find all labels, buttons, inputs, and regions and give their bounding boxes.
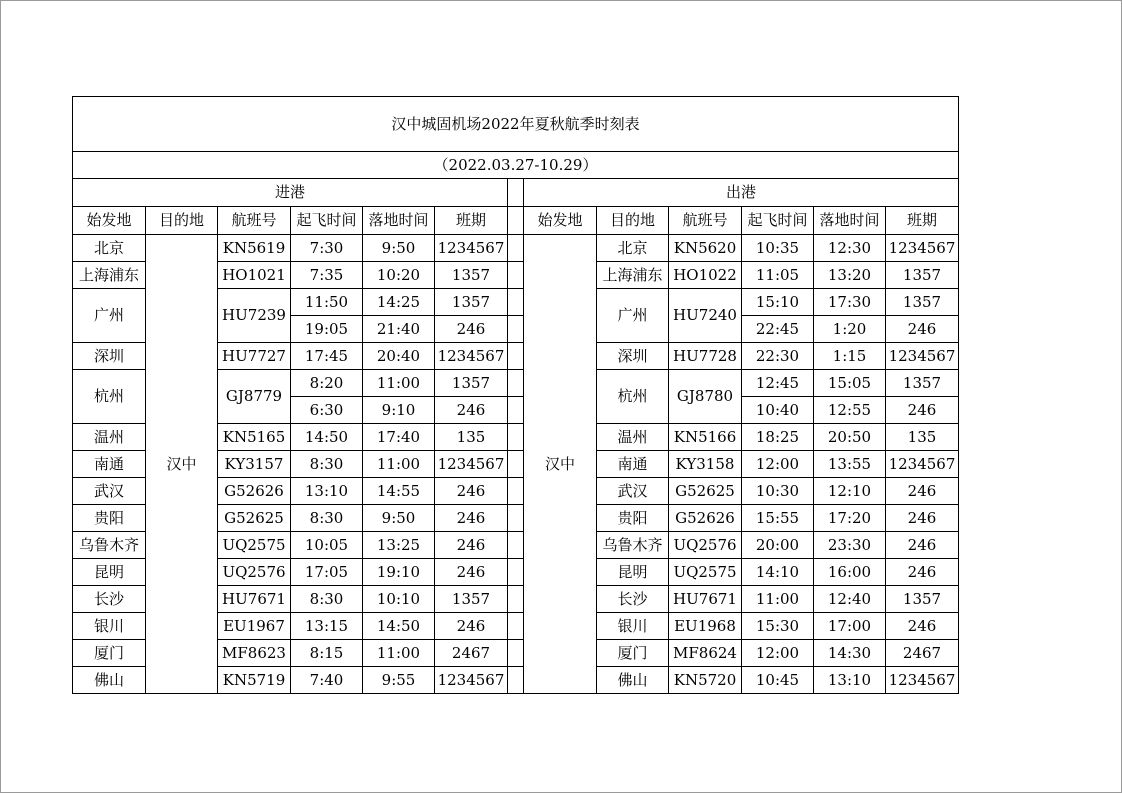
arrival-landing-time: 17:40 <box>363 424 435 451</box>
arrival-origin-city: 杭州 <box>73 370 146 424</box>
departure-landing-time: 23:30 <box>814 532 886 559</box>
departure-flight-number: UQ2575 <box>669 559 742 586</box>
arrival-landing-time: 21:40 <box>363 316 435 343</box>
arrival-col-days: 班期 <box>435 207 508 235</box>
departure-departure-time: 22:30 <box>742 343 814 370</box>
arrival-col-flight: 航班号 <box>218 207 291 235</box>
arrival-departure-time: 7:35 <box>291 262 363 289</box>
section-divider <box>508 451 524 478</box>
departure-col-arr-time: 落地时间 <box>814 207 886 235</box>
section-divider <box>508 316 524 343</box>
departure-destination-city: 深圳 <box>597 343 669 370</box>
departure-departure-time: 12:00 <box>742 640 814 667</box>
departure-landing-time: 15:05 <box>814 370 886 397</box>
departure-destination-city: 银川 <box>597 613 669 640</box>
departure-flight-number: KN5166 <box>669 424 742 451</box>
departure-schedule-days: 135 <box>886 424 959 451</box>
schedule-table <box>72 96 959 694</box>
arrival-departure-time: 7:30 <box>291 235 363 262</box>
arrival-landing-time: 14:55 <box>363 478 435 505</box>
section-divider <box>508 343 524 370</box>
arrival-departure-time: 19:05 <box>291 316 363 343</box>
arrival-col-destination: 目的地 <box>146 207 218 235</box>
departure-destination-city: 南通 <box>597 451 669 478</box>
arrival-schedule-days: 135 <box>435 424 508 451</box>
arrival-schedule-days: 246 <box>435 478 508 505</box>
departure-flight-number: KY3158 <box>669 451 742 478</box>
arrival-departure-time: 10:05 <box>291 532 363 559</box>
departure-col-flight: 航班号 <box>669 207 742 235</box>
departure-schedule-days: 246 <box>886 316 959 343</box>
departure-landing-time: 12:55 <box>814 397 886 424</box>
arrival-schedule-days: 2467 <box>435 640 508 667</box>
departure-flight-number: G52626 <box>669 505 742 532</box>
section-divider <box>508 207 524 235</box>
departure-schedule-days: 246 <box>886 613 959 640</box>
arrival-flight-number: KN5165 <box>218 424 291 451</box>
departure-landing-time: 1:20 <box>814 316 886 343</box>
departure-departure-time: 22:45 <box>742 316 814 343</box>
departure-departure-time: 18:25 <box>742 424 814 451</box>
departure-destination-city: 长沙 <box>597 586 669 613</box>
departure-schedule-days: 1357 <box>886 370 959 397</box>
departure-schedule-days: 246 <box>886 397 959 424</box>
page-title: 汉中城固机场2022年夏秋航季时刻表 <box>73 97 959 152</box>
departure-destination-city: 北京 <box>597 235 669 262</box>
arrival-departure-time: 13:15 <box>291 613 363 640</box>
departure-flight-number: HU7728 <box>669 343 742 370</box>
departure-destination-city: 杭州 <box>597 370 669 424</box>
arrival-schedule-days: 1357 <box>435 289 508 316</box>
arrival-origin-city: 温州 <box>73 424 146 451</box>
departure-flight-number: MF8624 <box>669 640 742 667</box>
departure-col-days: 班期 <box>886 207 959 235</box>
arrival-schedule-days: 1234567 <box>435 235 508 262</box>
departure-landing-time: 14:30 <box>814 640 886 667</box>
section-divider <box>508 559 524 586</box>
departure-flight-number: HU7671 <box>669 586 742 613</box>
arrival-schedule-days: 1234567 <box>435 667 508 694</box>
departure-flight-number: KN5620 <box>669 235 742 262</box>
departure-schedule-days: 1357 <box>886 262 959 289</box>
departure-schedule-days: 246 <box>886 559 959 586</box>
section-divider <box>508 424 524 451</box>
departure-schedule-days: 1357 <box>886 586 959 613</box>
departure-landing-time: 13:10 <box>814 667 886 694</box>
arrival-origin-city: 长沙 <box>73 586 146 613</box>
arrival-flight-number: EU1967 <box>218 613 291 640</box>
departure-schedule-days: 1234567 <box>886 451 959 478</box>
arrival-flight-number: HU7239 <box>218 289 291 343</box>
departure-destination-city: 上海浦东 <box>597 262 669 289</box>
departure-flight-number: G52625 <box>669 478 742 505</box>
departure-landing-time: 20:50 <box>814 424 886 451</box>
arrival-departure-time: 13:10 <box>291 478 363 505</box>
arrival-departure-time: 14:50 <box>291 424 363 451</box>
section-divider <box>508 478 524 505</box>
departure-departure-time: 15:30 <box>742 613 814 640</box>
arrival-schedule-days: 1357 <box>435 262 508 289</box>
departure-landing-time: 12:40 <box>814 586 886 613</box>
departure-landing-time: 17:20 <box>814 505 886 532</box>
departure-flight-number: KN5720 <box>669 667 742 694</box>
arrival-section-header: 进港 <box>73 179 508 207</box>
departure-destination-city: 佛山 <box>597 667 669 694</box>
arrival-departure-time: 8:30 <box>291 451 363 478</box>
arrival-origin-city: 广州 <box>73 289 146 343</box>
arrival-schedule-days: 246 <box>435 505 508 532</box>
arrival-schedule-days: 246 <box>435 613 508 640</box>
arrival-flight-number: G52625 <box>218 505 291 532</box>
departure-landing-time: 16:00 <box>814 559 886 586</box>
departure-origin-hub: 汉中 <box>524 235 597 694</box>
departure-departure-time: 14:10 <box>742 559 814 586</box>
section-divider <box>508 262 524 289</box>
arrival-flight-number: GJ8779 <box>218 370 291 424</box>
arrival-flight-number: UQ2575 <box>218 532 291 559</box>
departure-destination-city: 昆明 <box>597 559 669 586</box>
arrival-origin-city: 上海浦东 <box>73 262 146 289</box>
departure-flight-number: HU7240 <box>669 289 742 343</box>
arrival-flight-number: HU7727 <box>218 343 291 370</box>
arrival-origin-city: 银川 <box>73 613 146 640</box>
departure-schedule-days: 246 <box>886 478 959 505</box>
arrival-schedule-days: 246 <box>435 559 508 586</box>
arrival-origin-city: 厦门 <box>73 640 146 667</box>
arrival-departure-time: 8:30 <box>291 586 363 613</box>
departure-destination-city: 贵阳 <box>597 505 669 532</box>
section-divider <box>508 179 524 207</box>
departure-departure-time: 10:40 <box>742 397 814 424</box>
arrival-landing-time: 14:25 <box>363 289 435 316</box>
departure-landing-time: 12:30 <box>814 235 886 262</box>
arrival-schedule-days: 1357 <box>435 370 508 397</box>
arrival-origin-city: 乌鲁木齐 <box>73 532 146 559</box>
arrival-flight-number: HU7671 <box>218 586 291 613</box>
arrival-landing-time: 19:10 <box>363 559 435 586</box>
section-divider <box>508 397 524 424</box>
arrival-schedule-days: 246 <box>435 397 508 424</box>
departure-flight-number: EU1968 <box>669 613 742 640</box>
arrival-col-dep-time: 起飞时间 <box>291 207 363 235</box>
departure-flight-number: HO1022 <box>669 262 742 289</box>
departure-landing-time: 12:10 <box>814 478 886 505</box>
arrival-origin-city: 北京 <box>73 235 146 262</box>
arrival-flight-number: HO1021 <box>218 262 291 289</box>
departure-destination-city: 厦门 <box>597 640 669 667</box>
arrival-origin-city: 佛山 <box>73 667 146 694</box>
arrival-origin-city: 贵阳 <box>73 505 146 532</box>
arrival-departure-time: 17:05 <box>291 559 363 586</box>
departure-departure-time: 10:45 <box>742 667 814 694</box>
section-divider <box>508 505 524 532</box>
arrival-flight-number: G52626 <box>218 478 291 505</box>
section-divider <box>508 289 524 316</box>
section-divider <box>508 370 524 397</box>
departure-departure-time: 10:30 <box>742 478 814 505</box>
section-divider <box>508 586 524 613</box>
arrival-departure-time: 8:30 <box>291 505 363 532</box>
section-divider <box>508 613 524 640</box>
departure-col-destination: 目的地 <box>597 207 669 235</box>
departure-destination-city: 温州 <box>597 424 669 451</box>
arrival-flight-number: KN5619 <box>218 235 291 262</box>
departure-section-header: 出港 <box>524 179 959 207</box>
arrival-flight-number: UQ2576 <box>218 559 291 586</box>
arrival-departure-time: 7:40 <box>291 667 363 694</box>
departure-flight-number: UQ2576 <box>669 532 742 559</box>
arrival-col-origin: 始发地 <box>73 207 146 235</box>
arrival-schedule-days: 1357 <box>435 586 508 613</box>
arrival-departure-time: 8:20 <box>291 370 363 397</box>
departure-schedule-days: 1234567 <box>886 235 959 262</box>
arrival-origin-city: 武汉 <box>73 478 146 505</box>
departure-departure-time: 10:35 <box>742 235 814 262</box>
arrival-origin-city: 深圳 <box>73 343 146 370</box>
arrival-departure-time: 6:30 <box>291 397 363 424</box>
arrival-origin-city: 昆明 <box>73 559 146 586</box>
arrival-landing-time: 11:00 <box>363 640 435 667</box>
arrival-departure-time: 11:50 <box>291 289 363 316</box>
departure-schedule-days: 246 <box>886 532 959 559</box>
departure-destination-city: 武汉 <box>597 478 669 505</box>
arrival-landing-time: 11:00 <box>363 451 435 478</box>
departure-destination-city: 广州 <box>597 289 669 343</box>
departure-landing-time: 1:15 <box>814 343 886 370</box>
departure-landing-time: 13:20 <box>814 262 886 289</box>
arrival-landing-time: 10:20 <box>363 262 435 289</box>
departure-col-dep-time: 起飞时间 <box>742 207 814 235</box>
arrival-schedule-days: 1234567 <box>435 343 508 370</box>
departure-departure-time: 11:00 <box>742 586 814 613</box>
departure-departure-time: 12:00 <box>742 451 814 478</box>
departure-departure-time: 15:55 <box>742 505 814 532</box>
arrival-flight-number: MF8623 <box>218 640 291 667</box>
arrival-landing-time: 10:10 <box>363 586 435 613</box>
arrival-schedule-days: 1234567 <box>435 451 508 478</box>
departure-landing-time: 17:00 <box>814 613 886 640</box>
arrival-origin-city: 南通 <box>73 451 146 478</box>
section-divider <box>508 532 524 559</box>
departure-col-origin: 始发地 <box>524 207 597 235</box>
section-divider <box>508 235 524 262</box>
arrival-departure-time: 8:15 <box>291 640 363 667</box>
departure-schedule-days: 1234567 <box>886 667 959 694</box>
departure-landing-time: 13:55 <box>814 451 886 478</box>
arrival-destination-hub: 汉中 <box>146 235 218 694</box>
departure-flight-number: GJ8780 <box>669 370 742 424</box>
section-divider <box>508 640 524 667</box>
arrival-landing-time: 9:50 <box>363 235 435 262</box>
arrival-landing-time: 9:10 <box>363 397 435 424</box>
arrival-landing-time: 13:25 <box>363 532 435 559</box>
departure-landing-time: 17:30 <box>814 289 886 316</box>
departure-schedule-days: 1234567 <box>886 343 959 370</box>
departure-departure-time: 11:05 <box>742 262 814 289</box>
arrival-flight-number: KN5719 <box>218 667 291 694</box>
arrival-flight-number: KY3157 <box>218 451 291 478</box>
arrival-departure-time: 17:45 <box>291 343 363 370</box>
arrival-landing-time: 11:00 <box>363 370 435 397</box>
departure-destination-city: 乌鲁木齐 <box>597 532 669 559</box>
arrival-landing-time: 14:50 <box>363 613 435 640</box>
departure-departure-time: 20:00 <box>742 532 814 559</box>
arrival-landing-time: 20:40 <box>363 343 435 370</box>
arrival-landing-time: 9:55 <box>363 667 435 694</box>
arrival-col-arr-time: 落地时间 <box>363 207 435 235</box>
arrival-schedule-days: 246 <box>435 532 508 559</box>
departure-departure-time: 15:10 <box>742 289 814 316</box>
departure-schedule-days: 1357 <box>886 289 959 316</box>
arrival-landing-time: 9:50 <box>363 505 435 532</box>
departure-departure-time: 12:45 <box>742 370 814 397</box>
table-row <box>73 235 959 262</box>
departure-schedule-days: 246 <box>886 505 959 532</box>
section-divider <box>508 667 524 694</box>
arrival-schedule-days: 246 <box>435 316 508 343</box>
departure-schedule-days: 2467 <box>886 640 959 667</box>
season-date-range: （2022.03.27-10.29） <box>73 152 959 179</box>
